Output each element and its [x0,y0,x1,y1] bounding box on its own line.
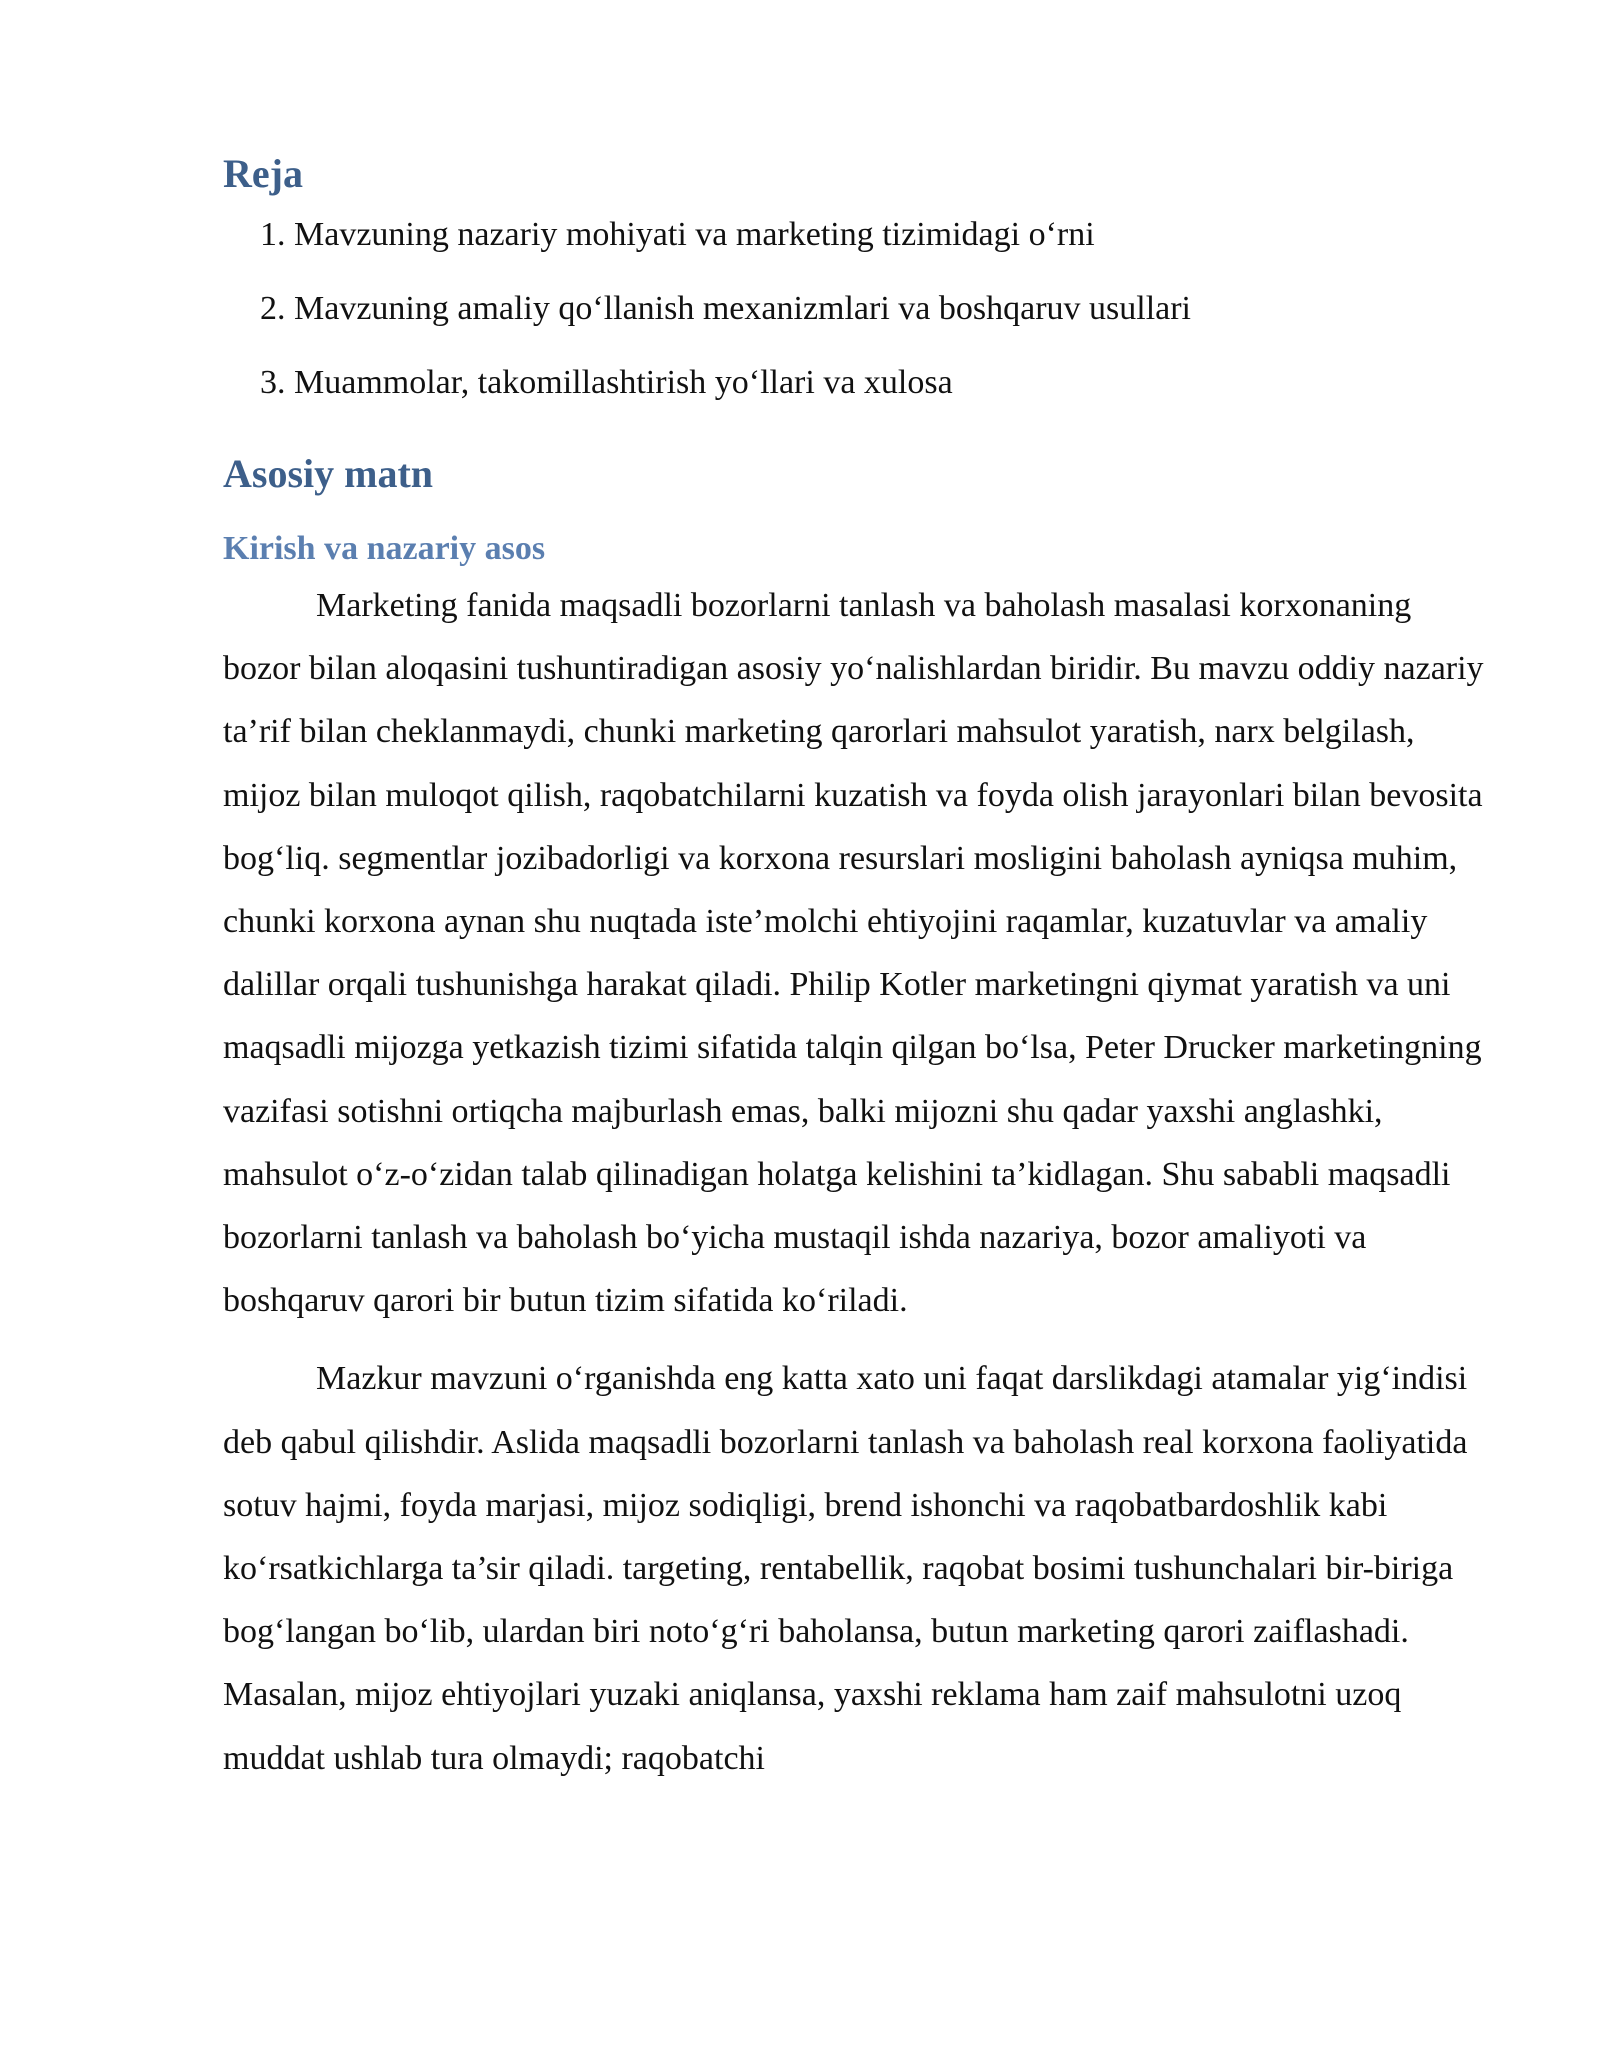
plan-list [223,215,1485,403]
plan-item-2: 2. Mavzuning amaliy qo‘llanish mexanizmlari va boshqaruv usullari [260,290,1191,327]
paragraph-2: Mazkur mavzuni o‘rganishda eng katta xato uni faqat darslikdagi atamalar yig‘indisi deb qabul qilishdir. Aslida maqsadli bozorlarni tanlash va baholash real korxona faoliyatida sotuv hajmi, foyda marjasi, mijoz sodiqligi, brend ishonchi va raqobatbardoshlik kabi ko‘rsatkichlarga ta’sir qiladi. targeting, rentabellik, raqobat bosimi tushunchalari bir-biriga bog‘langan bo‘lib, ulardan biri noto‘g‘ri baholansa, butun marketing qarori zaiflashadi. Masalan, mijoz ehtiyojlari yuzaki aniqlansa, yaxshi reklama ham zaif mahsulotni uzoq muddat ushlab tura olmaydi; raqobatchi [223,1360,1468,1777]
main-heading: Asosiy matn [223,451,434,496]
document-page [223,150,1485,1790]
plan-item-3: 3. Muammolar, takomillashtirish yo‘llari va xulosa [260,364,953,401]
section-heading: Kirish va nazariy asos [223,530,546,567]
plan-heading: Reja [223,151,303,196]
paragraph-1: Marketing fanida maqsadli bozorlarni tanlash va baholash masalasi korxonaning bozor bilan aloqasini tushuntiradigan asosiy yo‘nalishlardan biridir. Bu mavzu oddiy nazariy ta’rif bilan cheklanmaydi, chunki marketing qarorlari mahsulot yaratish, narx belgilash, mijoz bilan muloqot qilish, raqobatchilarni kuzatish va foyda olish jarayonlari bilan bevosita bog‘liq. segmentlar jozibadorligi va korxona resurslari mosligini baholash ayniqsa muhim, chunki korxona aynan shu nuqtada iste’molchi ehtiyojini raqamlar, kuzatuvlar va amaliy dalillar orqali tushunishga harakat qiladi. Philip Kotler marketingni qiymat yaratish va uni maqsadli mijozga yetkazish tizimi sifatida talqin qilgan bo‘lsa, Peter Drucker marketingning vazifasi sotishni ortiqcha majburlash emas, balki mijozni shu qadar yaxshi anglashki, mahsulot o‘z-o‘zidan talab qilinadigan holatga kelishini ta’kidlagan. Shu sababli maqsadli bozorlarni tanlash va baholash bo‘yicha mustaqil ishda nazariya, bozor amaliyoti va boshqaruv qarori bir butun tizim sifatida ko‘riladi. [223,587,1484,1320]
plan-item-1: 1. Mavzuning nazariy mohiyati va marketing tizimidagi o‘rni [260,216,1095,253]
